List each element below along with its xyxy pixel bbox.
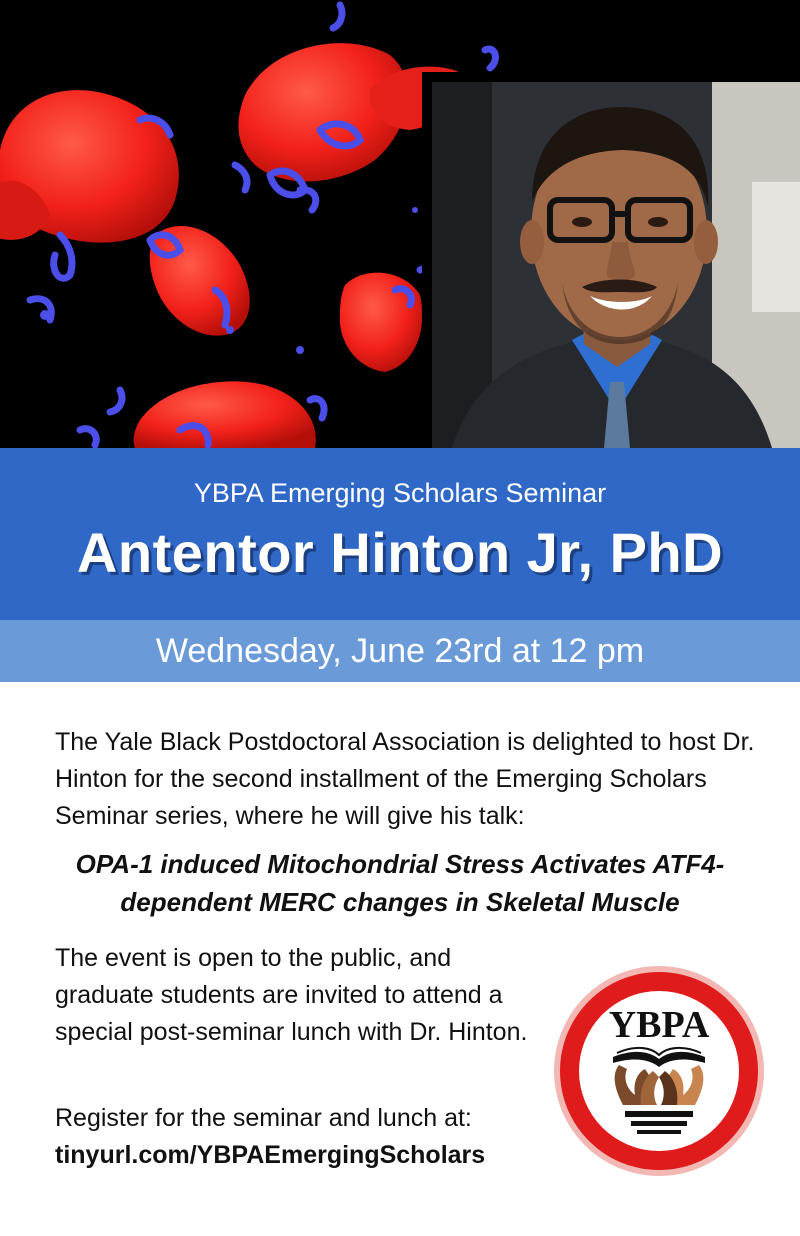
event-date: Wednesday, June 23rd at 12 pm: [155, 632, 645, 670]
talk-title: OPA-1 induced Mitochondrial Stress Activates ATF4-dependent MERC changes in Skeletal Muscle: [75, 849, 725, 917]
intro-paragraph: The Yale Black Postdoctoral Association is delighted to host Dr. Hinton for the second installment of the Emerging Scholars Seminar series, where he will give his talk:: [55, 728, 755, 830]
seminar-series-title: YBPA Emerging Scholars Seminar: [193, 478, 607, 508]
title-band: [0, 448, 800, 620]
event-info-paragraph: The event is open to the public, and graduate students are invited to attend a special post-seminar lunch with Dr. Hinton.: [55, 944, 528, 1046]
speaker-portrait: [432, 82, 800, 448]
register-label: Register for the seminar and lunch at:: [55, 1104, 472, 1132]
register-link[interactable]: tinyurl.com/YBPAEmergingScholars: [55, 1141, 486, 1169]
speaker-photo: [432, 82, 800, 448]
ybpa-logo-graphic: [553, 965, 765, 1177]
speaker-name: Antentor Hinton Jr, PhD: [76, 521, 724, 584]
svg-text:YBPA: YBPA: [608, 1004, 710, 1046]
register-block: [55, 1100, 575, 1174]
date-band: [0, 620, 800, 682]
ybpa-logo: [553, 965, 765, 1177]
